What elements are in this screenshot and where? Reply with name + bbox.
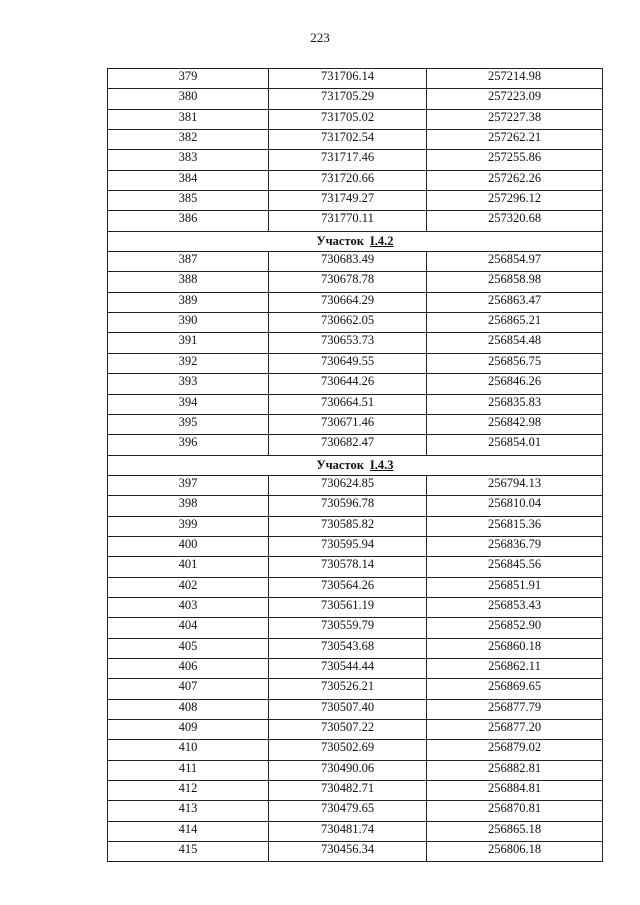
table-row: [108, 658, 603, 678]
point-number-cell: 399: [108, 516, 269, 536]
table-row: [108, 191, 603, 211]
point-number-cell: 402: [108, 577, 269, 597]
table-row: [108, 577, 603, 597]
y-coordinate-cell: 257214.98: [427, 69, 603, 89]
point-number-cell: 395: [108, 414, 269, 434]
point-number-cell: 404: [108, 618, 269, 638]
y-coordinate-cell: 256854.48: [427, 333, 603, 353]
y-coordinate-cell: 257223.09: [427, 89, 603, 109]
table-row: [108, 475, 603, 495]
x-coordinate-cell: 730596.78: [269, 496, 427, 516]
y-coordinate-cell: 256854.01: [427, 435, 603, 455]
section-header: [108, 231, 603, 251]
point-number-cell: 392: [108, 353, 269, 373]
y-coordinate-cell: 256851.91: [427, 577, 603, 597]
table-row: [108, 699, 603, 719]
y-coordinate-cell: 256877.79: [427, 699, 603, 719]
point-number-cell: 411: [108, 760, 269, 780]
table-row: [108, 557, 603, 577]
x-coordinate-cell: 730543.68: [269, 638, 427, 658]
table-row: [108, 150, 603, 170]
y-coordinate-cell: 256884.81: [427, 781, 603, 801]
y-coordinate-cell: 256815.36: [427, 516, 603, 536]
x-coordinate-cell: 731720.66: [269, 170, 427, 190]
table-row: [108, 842, 603, 862]
section-code: I.4.2: [369, 234, 394, 249]
x-coordinate-cell: 730507.22: [269, 720, 427, 740]
table-row: [108, 313, 603, 333]
y-coordinate-cell: 256856.75: [427, 353, 603, 373]
y-coordinate-cell: 256810.04: [427, 496, 603, 516]
coordinates-table-body: [108, 69, 603, 862]
x-coordinate-cell: 731705.02: [269, 109, 427, 129]
table-row: [108, 536, 603, 556]
y-coordinate-cell: 256842.98: [427, 414, 603, 434]
y-coordinate-cell: 256863.47: [427, 292, 603, 312]
point-number-cell: 401: [108, 557, 269, 577]
y-coordinate-cell: 256865.18: [427, 821, 603, 841]
x-coordinate-cell: 730559.79: [269, 618, 427, 638]
table-row: [108, 89, 603, 109]
x-coordinate-cell: 730578.14: [269, 557, 427, 577]
y-coordinate-cell: 257296.12: [427, 191, 603, 211]
point-number-cell: 386: [108, 211, 269, 231]
y-coordinate-cell: 257255.86: [427, 150, 603, 170]
section-header-row: [108, 231, 603, 251]
table-row: [108, 597, 603, 617]
point-number-cell: 413: [108, 801, 269, 821]
x-coordinate-cell: 731702.54: [269, 130, 427, 150]
page-number: 223: [310, 30, 330, 45]
point-number-cell: 394: [108, 394, 269, 414]
x-coordinate-cell: 731770.11: [269, 211, 427, 231]
section-label: Участок: [316, 458, 364, 473]
y-coordinate-cell: 256852.90: [427, 618, 603, 638]
point-number-cell: 405: [108, 638, 269, 658]
table-row: [108, 252, 603, 272]
point-number-cell: 383: [108, 150, 269, 170]
x-coordinate-cell: 730649.55: [269, 353, 427, 373]
table-row: [108, 618, 603, 638]
table-row: [108, 679, 603, 699]
x-coordinate-cell: 730481.74: [269, 821, 427, 841]
x-coordinate-cell: 731717.46: [269, 150, 427, 170]
y-coordinate-cell: 256845.56: [427, 557, 603, 577]
x-coordinate-cell: 730595.94: [269, 536, 427, 556]
section-code: I.4.3: [369, 458, 394, 473]
table-row: [108, 272, 603, 292]
table-row: [108, 170, 603, 190]
y-coordinate-cell: 256882.81: [427, 760, 603, 780]
x-coordinate-cell: 730624.85: [269, 475, 427, 495]
table-row: [108, 821, 603, 841]
x-coordinate-cell: 730585.82: [269, 516, 427, 536]
table-row: [108, 496, 603, 516]
table-row: [108, 333, 603, 353]
y-coordinate-cell: 257262.21: [427, 130, 603, 150]
y-coordinate-cell: 256794.13: [427, 475, 603, 495]
point-number-cell: 384: [108, 170, 269, 190]
y-coordinate-cell: 256865.21: [427, 313, 603, 333]
y-coordinate-cell: 256870.81: [427, 801, 603, 821]
table-row: [108, 638, 603, 658]
y-coordinate-cell: 256879.02: [427, 740, 603, 760]
x-coordinate-cell: 730456.34: [269, 842, 427, 862]
point-number-cell: 389: [108, 292, 269, 312]
section-label: Участок: [316, 234, 364, 249]
x-coordinate-cell: 730683.49: [269, 252, 427, 272]
y-coordinate-cell: 256869.65: [427, 679, 603, 699]
section-header-row: [108, 455, 603, 475]
x-coordinate-cell: 730664.51: [269, 394, 427, 414]
x-coordinate-cell: 730482.71: [269, 781, 427, 801]
x-coordinate-cell: 730662.05: [269, 313, 427, 333]
table-row: [108, 740, 603, 760]
point-number-cell: 406: [108, 658, 269, 678]
y-coordinate-cell: 256862.11: [427, 658, 603, 678]
point-number-cell: 398: [108, 496, 269, 516]
table-row: [108, 760, 603, 780]
x-coordinate-cell: 730653.73: [269, 333, 427, 353]
y-coordinate-cell: 257227.38: [427, 109, 603, 129]
x-coordinate-cell: 730678.78: [269, 272, 427, 292]
point-number-cell: 380: [108, 89, 269, 109]
point-number-cell: 403: [108, 597, 269, 617]
table-row: [108, 394, 603, 414]
table-row: [108, 516, 603, 536]
y-coordinate-cell: 256836.79: [427, 536, 603, 556]
point-number-cell: 414: [108, 821, 269, 841]
point-number-cell: 391: [108, 333, 269, 353]
x-coordinate-cell: 730671.46: [269, 414, 427, 434]
table-row: [108, 414, 603, 434]
x-coordinate-cell: 730544.44: [269, 658, 427, 678]
table-row: [108, 292, 603, 312]
point-number-cell: 393: [108, 374, 269, 394]
point-number-cell: 382: [108, 130, 269, 150]
y-coordinate-cell: 256860.18: [427, 638, 603, 658]
x-coordinate-cell: 730682.47: [269, 435, 427, 455]
x-coordinate-cell: 730502.69: [269, 740, 427, 760]
table-row: [108, 69, 603, 89]
point-number-cell: 381: [108, 109, 269, 129]
section-header: [108, 455, 603, 475]
point-number-cell: 412: [108, 781, 269, 801]
x-coordinate-cell: 730479.65: [269, 801, 427, 821]
x-coordinate-cell: 731749.27: [269, 191, 427, 211]
y-coordinate-cell: 256853.43: [427, 597, 603, 617]
point-number-cell: 400: [108, 536, 269, 556]
y-coordinate-cell: 256846.26: [427, 374, 603, 394]
x-coordinate-cell: 730490.06: [269, 760, 427, 780]
table-row: [108, 130, 603, 150]
y-coordinate-cell: 256835.83: [427, 394, 603, 414]
x-coordinate-cell: 730664.29: [269, 292, 427, 312]
table-row: [108, 720, 603, 740]
point-number-cell: 388: [108, 272, 269, 292]
point-number-cell: 408: [108, 699, 269, 719]
x-coordinate-cell: 731705.29: [269, 89, 427, 109]
y-coordinate-cell: 256858.98: [427, 272, 603, 292]
y-coordinate-cell: 256806.18: [427, 842, 603, 862]
x-coordinate-cell: 730564.26: [269, 577, 427, 597]
y-coordinate-cell: 257320.68: [427, 211, 603, 231]
x-coordinate-cell: 730644.26: [269, 374, 427, 394]
point-number-cell: 410: [108, 740, 269, 760]
point-number-cell: 379: [108, 69, 269, 89]
y-coordinate-cell: 256854.97: [427, 252, 603, 272]
point-number-cell: 415: [108, 842, 269, 862]
y-coordinate-cell: 256877.20: [427, 720, 603, 740]
table-row: [108, 211, 603, 231]
point-number-cell: 407: [108, 679, 269, 699]
point-number-cell: 387: [108, 252, 269, 272]
point-number-cell: 397: [108, 475, 269, 495]
table-row: [108, 353, 603, 373]
point-number-cell: 409: [108, 720, 269, 740]
y-coordinate-cell: 257262.26: [427, 170, 603, 190]
point-number-cell: 396: [108, 435, 269, 455]
coordinates-table: [107, 68, 603, 862]
x-coordinate-cell: 730507.40: [269, 699, 427, 719]
x-coordinate-cell: 731706.14: [269, 69, 427, 89]
x-coordinate-cell: 730526.21: [269, 679, 427, 699]
table-row: [108, 374, 603, 394]
point-number-cell: 390: [108, 313, 269, 333]
table-row: [108, 435, 603, 455]
table-row: [108, 801, 603, 821]
point-number-cell: 385: [108, 191, 269, 211]
table-row: [108, 109, 603, 129]
table-row: [108, 781, 603, 801]
x-coordinate-cell: 730561.19: [269, 597, 427, 617]
